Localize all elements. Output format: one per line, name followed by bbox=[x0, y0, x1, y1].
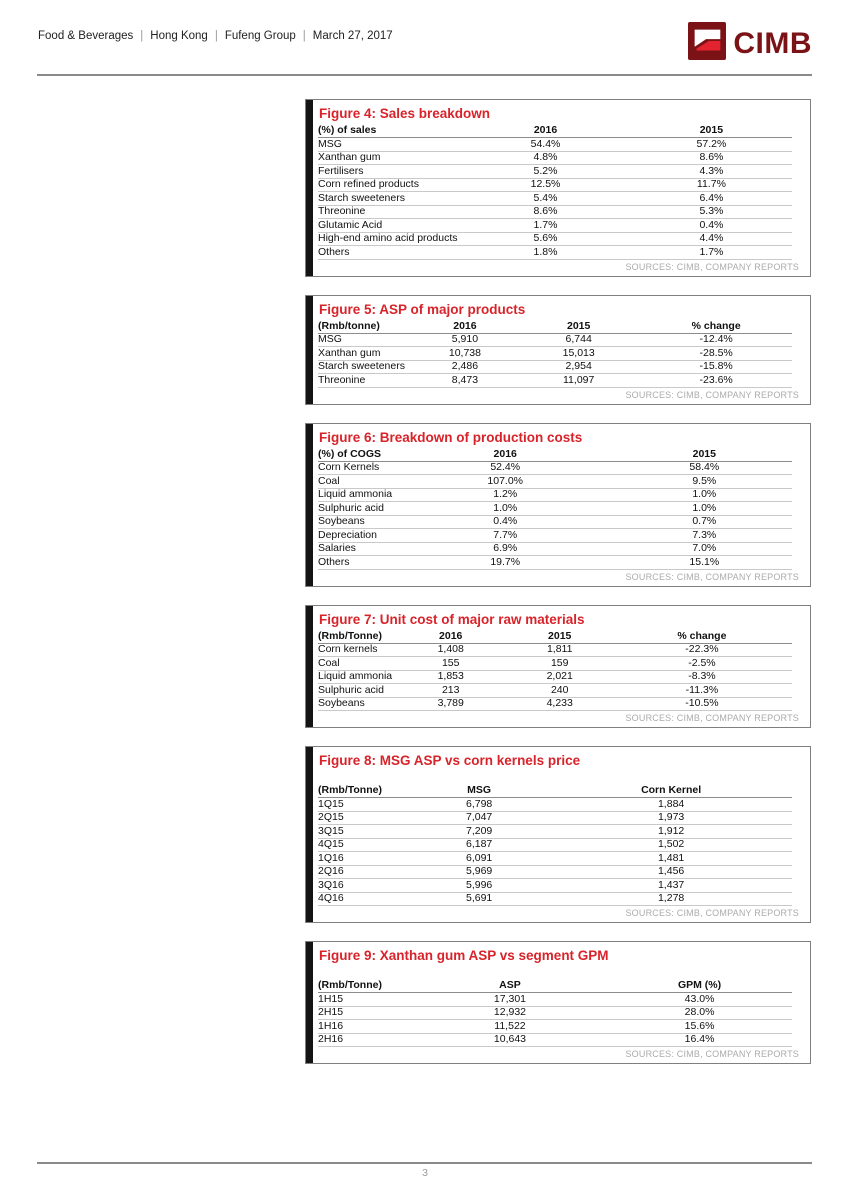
table-cell: Corn Kernels bbox=[318, 461, 394, 475]
figure-box bbox=[305, 99, 811, 277]
table-cell: Soybeans bbox=[318, 697, 394, 711]
column-header: 2015 bbox=[617, 447, 792, 462]
cimb-logo bbox=[688, 22, 812, 65]
table-cell: 11,097 bbox=[517, 374, 640, 388]
table-cell: 7,047 bbox=[408, 811, 550, 825]
table-cell: 5,996 bbox=[408, 879, 550, 893]
table-row bbox=[318, 475, 792, 489]
table-row bbox=[318, 178, 792, 192]
table-row bbox=[318, 461, 792, 475]
table-header-row bbox=[318, 123, 792, 138]
table-row bbox=[318, 515, 792, 529]
figure-table bbox=[318, 629, 792, 712]
table-row bbox=[318, 138, 792, 152]
table-cell: 2Q16 bbox=[318, 865, 408, 879]
table-cell: 9.5% bbox=[617, 475, 792, 489]
column-header: 2016 bbox=[394, 629, 508, 644]
figure-table bbox=[318, 123, 792, 260]
table-row bbox=[318, 333, 792, 347]
table-cell: 6,798 bbox=[408, 798, 550, 812]
table-row bbox=[318, 488, 792, 502]
figure-box bbox=[305, 423, 811, 587]
table-cell: Threonine bbox=[318, 374, 413, 388]
table-cell: 15.6% bbox=[607, 1020, 792, 1034]
table-cell: 1.8% bbox=[460, 246, 631, 260]
column-header: Corn Kernel bbox=[550, 783, 792, 798]
column-header: (Rmb/Tonne) bbox=[318, 629, 394, 644]
column-header: 2016 bbox=[460, 123, 631, 138]
table-cell: Fertilisers bbox=[318, 165, 460, 179]
title-spacer bbox=[313, 770, 810, 783]
figure-left-bar bbox=[306, 942, 313, 1063]
table-cell: 6.4% bbox=[631, 192, 792, 206]
table-row bbox=[318, 219, 792, 233]
table-row bbox=[318, 347, 792, 361]
table-cell: 5.6% bbox=[460, 232, 631, 246]
table-cell: 2,021 bbox=[508, 670, 612, 684]
table-cell: Corn refined products bbox=[318, 178, 460, 192]
table-cell: Liquid ammonia bbox=[318, 488, 393, 500]
figure-left-bar bbox=[306, 296, 313, 404]
table-cell: 10,738 bbox=[413, 347, 517, 361]
column-header: 2015 bbox=[517, 319, 640, 334]
table-cell: 6,744 bbox=[517, 333, 640, 347]
column-header: (%) of COGS bbox=[318, 447, 394, 462]
table-row bbox=[318, 811, 792, 825]
table-cell: 1H15 bbox=[318, 993, 413, 1007]
figure-title: Figure 4: Sales breakdown bbox=[319, 106, 491, 121]
table-cell: -11.3% bbox=[612, 684, 792, 698]
table-cell: 4,233 bbox=[508, 697, 612, 711]
table-cell: 15.1% bbox=[617, 556, 792, 570]
table-row bbox=[318, 232, 792, 246]
column-header: MSG bbox=[408, 783, 550, 798]
breadcrumb-separator: | bbox=[214, 30, 218, 42]
table-header-row bbox=[318, 629, 792, 644]
table-cell: 1.2% bbox=[394, 488, 617, 502]
table-cell: 8,473 bbox=[413, 374, 517, 388]
column-header: (%) of sales bbox=[318, 123, 460, 138]
table-cell: Soybeans bbox=[318, 515, 394, 529]
figure-left-bar bbox=[306, 424, 313, 586]
figure-title: Figure 8: MSG ASP vs corn kernels price bbox=[319, 753, 581, 768]
table-row bbox=[318, 151, 792, 165]
table-cell: 15,013 bbox=[517, 347, 640, 361]
table-cell: 52.4% bbox=[394, 461, 617, 475]
table-cell: 8.6% bbox=[631, 151, 792, 165]
figure-box bbox=[305, 746, 811, 923]
table-row bbox=[318, 892, 792, 906]
figure-title: Figure 6: Breakdown of production costs bbox=[319, 429, 583, 445]
table-cell: 6,187 bbox=[408, 838, 550, 852]
table-cell: 0.7% bbox=[617, 515, 792, 529]
table-cell: 19.7% bbox=[394, 556, 617, 570]
figure-title: Figure 7: Unit cost of major raw materials bbox=[319, 611, 585, 627]
breadcrumb-date: March 27, 2017 bbox=[312, 30, 393, 42]
table-cell: 1,853 bbox=[394, 670, 508, 684]
table-cell: 240 bbox=[508, 684, 612, 698]
table-cell: 4.3% bbox=[631, 165, 792, 179]
table-cell: 12,932 bbox=[413, 1006, 607, 1020]
source-note: SOURCES: CIMB, COMPANY REPORTS bbox=[625, 908, 799, 918]
table-row bbox=[318, 684, 792, 698]
source-note: SOURCES: CIMB, COMPANY REPORTS bbox=[625, 389, 799, 400]
figures-column bbox=[305, 99, 811, 1064]
table-row bbox=[318, 643, 792, 657]
figure-left-bar bbox=[306, 100, 313, 276]
table-cell: 213 bbox=[394, 684, 508, 698]
table-cell: 3Q15 bbox=[318, 825, 408, 839]
page-header bbox=[38, 22, 812, 65]
table-cell: 0.4% bbox=[394, 515, 617, 529]
header-divider bbox=[37, 74, 812, 76]
table-cell: Sulphuric acid bbox=[318, 684, 394, 698]
figure-title: Figure 5: ASP of major products bbox=[319, 301, 526, 317]
table-row bbox=[318, 657, 792, 671]
table-cell: 7.7% bbox=[394, 529, 617, 543]
table-cell: 5.3% bbox=[631, 205, 792, 219]
table-row bbox=[318, 205, 792, 219]
table-cell: 3,789 bbox=[394, 697, 508, 711]
figure-box bbox=[305, 295, 811, 405]
table-cell: Others bbox=[318, 556, 394, 570]
column-header: % change bbox=[612, 629, 792, 644]
table-cell: MSG bbox=[318, 333, 413, 347]
footer-divider bbox=[37, 1162, 812, 1164]
table-cell: Starch sweeteners bbox=[318, 192, 460, 206]
table-cell: -22.3% bbox=[612, 643, 792, 657]
table-cell: 4.8% bbox=[460, 151, 631, 165]
table-row bbox=[318, 246, 792, 260]
table-row bbox=[318, 1033, 792, 1047]
table-cell: 2,954 bbox=[517, 360, 640, 374]
table-row bbox=[318, 542, 792, 556]
table-cell: 11,522 bbox=[413, 1020, 607, 1034]
table-cell: 2Q15 bbox=[318, 811, 408, 825]
table-row bbox=[318, 852, 792, 866]
table-cell: 0.4% bbox=[631, 219, 792, 233]
table-row bbox=[318, 502, 792, 516]
column-header: 2015 bbox=[631, 123, 792, 138]
table-row bbox=[318, 838, 792, 852]
table-cell: 11.7% bbox=[631, 178, 792, 192]
breadcrumb bbox=[38, 22, 393, 42]
table-cell: 5,969 bbox=[408, 865, 550, 879]
table-cell: 6.9% bbox=[394, 542, 617, 556]
table-cell: 1.0% bbox=[617, 488, 792, 502]
table-cell: 1.0% bbox=[394, 502, 617, 516]
table-header-row bbox=[318, 783, 792, 798]
table-row bbox=[318, 165, 792, 179]
table-cell: 1.7% bbox=[460, 219, 631, 233]
title-spacer bbox=[313, 965, 810, 978]
table-cell: 8.6% bbox=[460, 205, 631, 219]
table-cell: MSG bbox=[318, 138, 460, 152]
source-note: SOURCES: CIMB, COMPANY REPORTS bbox=[625, 1049, 799, 1059]
breadcrumb-region: Hong Kong bbox=[150, 30, 208, 42]
table-cell: 1,408 bbox=[394, 643, 508, 657]
table-cell: 5.4% bbox=[460, 192, 631, 206]
cimb-logo-wordmark: CIMB bbox=[733, 26, 812, 60]
column-header: (Rmb/Tonne) bbox=[318, 978, 413, 993]
table-cell: 17,301 bbox=[413, 993, 607, 1007]
table-cell: 1Q16 bbox=[318, 852, 408, 866]
table-cell: 58.4% bbox=[617, 461, 792, 475]
table-cell: 6,091 bbox=[408, 852, 550, 866]
table-cell: 3Q16 bbox=[318, 879, 408, 893]
table-cell: 10,643 bbox=[413, 1033, 607, 1047]
table-cell: 4Q16 bbox=[318, 892, 408, 906]
table-cell: 1,456 bbox=[550, 865, 792, 879]
figure-left-bar bbox=[306, 606, 313, 728]
column-header: 2016 bbox=[394, 447, 617, 462]
table-cell: 1,278 bbox=[550, 892, 792, 906]
table-cell: Coal bbox=[318, 657, 394, 671]
figure-box bbox=[305, 941, 811, 1064]
table-cell: 1Q15 bbox=[318, 798, 408, 812]
table-row bbox=[318, 529, 792, 543]
table-cell: Depreciation bbox=[318, 529, 394, 543]
table-cell: 1.7% bbox=[631, 246, 792, 260]
table-cell: Xanthan gum bbox=[318, 151, 460, 165]
table-cell: Sulphuric acid bbox=[318, 502, 394, 516]
table-cell: Others bbox=[318, 246, 460, 260]
table-cell: 1,437 bbox=[550, 879, 792, 893]
table-cell: Xanthan gum bbox=[318, 347, 413, 361]
table-row bbox=[318, 556, 792, 570]
table-cell: -2.5% bbox=[612, 657, 792, 671]
table-row bbox=[318, 798, 792, 812]
table-cell: Corn kernels bbox=[318, 643, 394, 657]
figure-table bbox=[318, 783, 792, 906]
table-row bbox=[318, 879, 792, 893]
table-cell: 2H16 bbox=[318, 1033, 413, 1047]
table-cell: -15.8% bbox=[640, 360, 792, 374]
table-row bbox=[318, 697, 792, 711]
table-cell: 1,481 bbox=[550, 852, 792, 866]
figure-title: Figure 9: Xanthan gum ASP vs segment GPM bbox=[319, 948, 609, 963]
column-header: % change bbox=[640, 319, 792, 334]
table-row bbox=[318, 825, 792, 839]
table-cell: -12.4% bbox=[640, 333, 792, 347]
table-header-row bbox=[318, 447, 792, 462]
table-row bbox=[318, 374, 792, 388]
figure-table bbox=[318, 447, 792, 570]
figure-table bbox=[318, 978, 792, 1047]
table-cell: 7.0% bbox=[617, 542, 792, 556]
column-header: (Rmb/Tonne) bbox=[318, 783, 408, 798]
table-row bbox=[318, 1006, 792, 1020]
column-header: ASP bbox=[413, 978, 607, 993]
table-row bbox=[318, 360, 792, 374]
breadcrumb-separator: | bbox=[140, 30, 144, 42]
table-cell: 54.4% bbox=[460, 138, 631, 152]
source-note: SOURCES: CIMB, COMPANY REPORTS bbox=[625, 713, 799, 723]
table-cell: -23.6% bbox=[640, 374, 792, 388]
table-cell: -8.3% bbox=[612, 670, 792, 684]
table-row bbox=[318, 670, 792, 684]
table-cell: 159 bbox=[508, 657, 612, 671]
table-cell: -10.5% bbox=[612, 697, 792, 711]
table-cell: 1,973 bbox=[550, 811, 792, 825]
table-cell: 5,691 bbox=[408, 892, 550, 906]
cimb-logo-icon bbox=[688, 22, 726, 65]
table-cell: 7,209 bbox=[408, 825, 550, 839]
page-number: 3 bbox=[422, 1167, 428, 1179]
table-cell: 1.0% bbox=[617, 502, 792, 516]
table-cell: High-end amino acid products bbox=[318, 232, 460, 246]
table-cell: 1,884 bbox=[550, 798, 792, 812]
table-cell: Salaries bbox=[318, 542, 394, 556]
table-cell: Coal bbox=[318, 475, 394, 489]
table-cell: 2H15 bbox=[318, 1006, 413, 1020]
table-cell: 16.4% bbox=[607, 1033, 792, 1047]
table-cell: Liquid ammonia bbox=[318, 670, 393, 682]
table-cell: Threonine bbox=[318, 205, 460, 219]
table-cell: Starch sweeteners bbox=[318, 360, 413, 374]
figure-left-bar bbox=[306, 747, 313, 922]
breadcrumb-separator: | bbox=[302, 30, 306, 42]
figure-box bbox=[305, 605, 811, 729]
source-note: SOURCES: CIMB, COMPANY REPORTS bbox=[625, 571, 799, 582]
table-cell: 43.0% bbox=[607, 993, 792, 1007]
table-row bbox=[318, 1020, 792, 1034]
column-header: GPM (%) bbox=[607, 978, 792, 993]
table-cell: 1,502 bbox=[550, 838, 792, 852]
table-cell: 4Q15 bbox=[318, 838, 408, 852]
table-cell: 1,811 bbox=[508, 643, 612, 657]
table-cell: 107.0% bbox=[394, 475, 617, 489]
table-cell: 7.3% bbox=[617, 529, 792, 543]
table-cell: -28.5% bbox=[640, 347, 792, 361]
source-note: SOURCES: CIMB, COMPANY REPORTS bbox=[625, 261, 799, 272]
table-row bbox=[318, 865, 792, 879]
table-cell: 57.2% bbox=[631, 138, 792, 152]
table-row bbox=[318, 993, 792, 1007]
column-header: 2015 bbox=[508, 629, 612, 644]
table-cell: 5,910 bbox=[413, 333, 517, 347]
table-header-row bbox=[318, 319, 792, 334]
table-cell: 1,912 bbox=[550, 825, 792, 839]
table-row bbox=[318, 192, 792, 206]
figure-table bbox=[318, 319, 792, 388]
table-cell: 28.0% bbox=[607, 1006, 792, 1020]
table-cell: 2,486 bbox=[413, 360, 517, 374]
column-header: (Rmb/tonne) bbox=[318, 319, 413, 334]
table-cell: 5.2% bbox=[460, 165, 631, 179]
table-cell: 1H16 bbox=[318, 1020, 413, 1034]
breadcrumb-sector: Food & Beverages bbox=[38, 30, 134, 42]
breadcrumb-company: Fufeng Group bbox=[224, 30, 296, 42]
table-cell: 155 bbox=[394, 657, 508, 671]
table-cell: Glutamic Acid bbox=[318, 219, 460, 233]
table-cell: 4.4% bbox=[631, 232, 792, 246]
column-header: 2016 bbox=[413, 319, 517, 334]
table-cell: 12.5% bbox=[460, 178, 631, 192]
table-header-row bbox=[318, 978, 792, 993]
